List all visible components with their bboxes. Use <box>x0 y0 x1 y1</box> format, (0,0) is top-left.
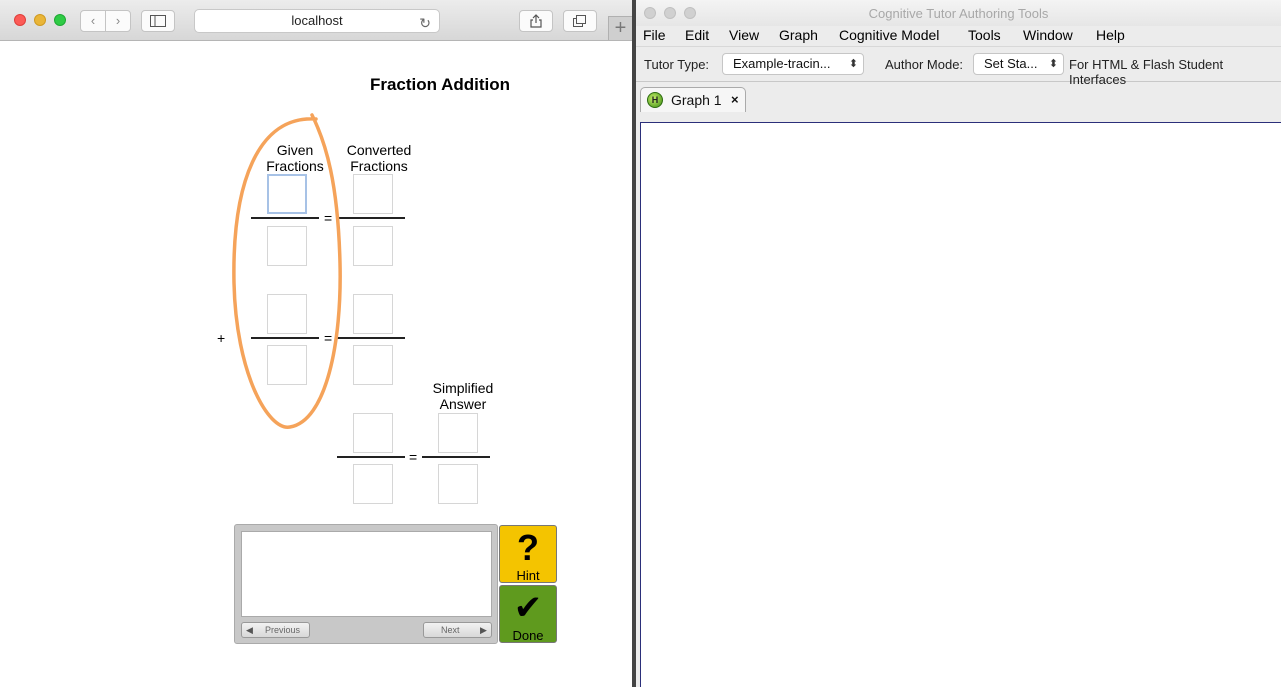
share-button[interactable] <box>519 10 553 32</box>
safari-window <box>0 0 632 687</box>
feedback-message-area <box>241 531 492 617</box>
sum-numerator[interactable] <box>353 413 393 453</box>
equals-sign: = <box>409 449 418 465</box>
next-label: Next <box>441 625 460 635</box>
menu-graph[interactable]: Graph <box>779 27 818 43</box>
previous-label: Previous <box>265 625 301 635</box>
chevron-right-icon: › <box>115 13 121 28</box>
menu-window[interactable]: Window <box>1023 27 1073 43</box>
feedback-panel <box>234 524 498 644</box>
sum-denominator[interactable] <box>353 464 393 504</box>
reload-icon[interactable]: ↻ <box>419 15 431 31</box>
given-denominator-2[interactable] <box>267 345 307 385</box>
minimize-window-button[interactable] <box>34 14 46 26</box>
close-icon[interactable]: × <box>731 92 739 107</box>
converted-denominator-1[interactable] <box>353 226 393 266</box>
tutor-type-value: Example-tracin... <box>733 56 831 71</box>
previous-message-button[interactable] <box>241 622 310 638</box>
tab-graph-1[interactable] <box>640 87 746 112</box>
graph-h-icon: H <box>647 92 663 108</box>
converted-fractions-header: Converted Fractions <box>346 142 412 174</box>
menu-bar <box>636 26 1281 46</box>
given-denominator-1[interactable] <box>267 226 307 266</box>
converted-numerator-2[interactable] <box>353 294 393 334</box>
url-text: localhost <box>291 13 343 28</box>
graph-tab-label: Graph 1 <box>671 92 722 108</box>
menu-cognitive-model[interactable]: Cognitive Model <box>839 27 940 43</box>
menu-tools[interactable]: Tools <box>968 27 1001 43</box>
checkmark-icon: ✔ <box>513 589 543 627</box>
given-fractions-header: Given Fractions <box>266 142 324 174</box>
sidebar-icon <box>150 15 166 27</box>
hint-label: Hint <box>516 568 540 583</box>
fraction-bar <box>337 456 405 458</box>
plus-sign: + <box>217 330 226 346</box>
done-button[interactable] <box>499 585 557 643</box>
plus-icon: + <box>614 17 627 39</box>
address-bar[interactable] <box>194 9 440 33</box>
ctat-toolbar <box>636 46 1281 87</box>
simplified-denominator[interactable] <box>438 464 478 504</box>
menu-view[interactable]: View <box>729 27 760 43</box>
fraction-bar <box>422 456 490 458</box>
chevron-updown-icon: ⬍ <box>848 58 858 70</box>
behavior-graph-canvas[interactable] <box>640 122 1281 687</box>
tutor-type-select[interactable] <box>722 53 864 75</box>
menu-help[interactable]: Help <box>1096 27 1125 43</box>
fraction-bar <box>337 217 405 219</box>
new-tab-button[interactable] <box>608 16 632 40</box>
simplified-answer-header: Simplified Answer <box>432 380 494 412</box>
equals-sign: = <box>324 330 333 346</box>
done-label: Done <box>512 628 544 643</box>
chevron-left-icon: ‹ <box>90 13 96 28</box>
problem-title: Fraction Addition <box>369 75 511 94</box>
converted-numerator-1[interactable] <box>353 174 393 214</box>
tutor-type-label: Tutor Type: <box>644 57 710 72</box>
close-window-button[interactable] <box>14 14 26 26</box>
question-mark-icon: ? <box>517 527 539 568</box>
simplified-numerator[interactable] <box>438 413 478 453</box>
next-message-button[interactable] <box>423 622 492 638</box>
ctat-window <box>636 0 1281 687</box>
share-icon <box>530 14 542 28</box>
interface-note: For HTML & Flash Student Interfaces <box>1069 57 1224 87</box>
window-title: Cognitive Tutor Authoring Tools <box>868 6 1049 21</box>
sidebar-button[interactable] <box>141 10 175 32</box>
author-mode-value: Set Sta... <box>984 56 1038 71</box>
ctat-title-bar <box>636 0 1281 26</box>
triangle-left-icon: ◀ <box>246 625 253 635</box>
converted-denominator-2[interactable] <box>353 345 393 385</box>
fraction-bar <box>251 217 319 219</box>
triangle-right-icon: ▶ <box>480 625 487 635</box>
menu-file[interactable]: File <box>643 27 666 43</box>
fraction-bar <box>251 337 319 339</box>
menu-edit[interactable]: Edit <box>685 27 710 43</box>
hint-button[interactable] <box>499 525 557 583</box>
given-numerator-2[interactable] <box>267 294 307 334</box>
zoom-window-button[interactable] <box>54 14 66 26</box>
back-button[interactable] <box>80 10 106 32</box>
forward-button[interactable] <box>105 10 131 32</box>
author-mode-select[interactable] <box>973 53 1064 75</box>
tabs-icon <box>573 15 587 27</box>
given-numerator-1[interactable] <box>267 174 307 214</box>
fraction-bar <box>337 337 405 339</box>
show-tabs-button[interactable] <box>563 10 597 32</box>
tutor-page <box>0 41 632 687</box>
chevron-updown-icon: ⬍ <box>1048 58 1058 70</box>
equals-sign: = <box>324 210 333 226</box>
author-mode-label: Author Mode: <box>885 57 964 72</box>
safari-toolbar <box>0 0 632 41</box>
